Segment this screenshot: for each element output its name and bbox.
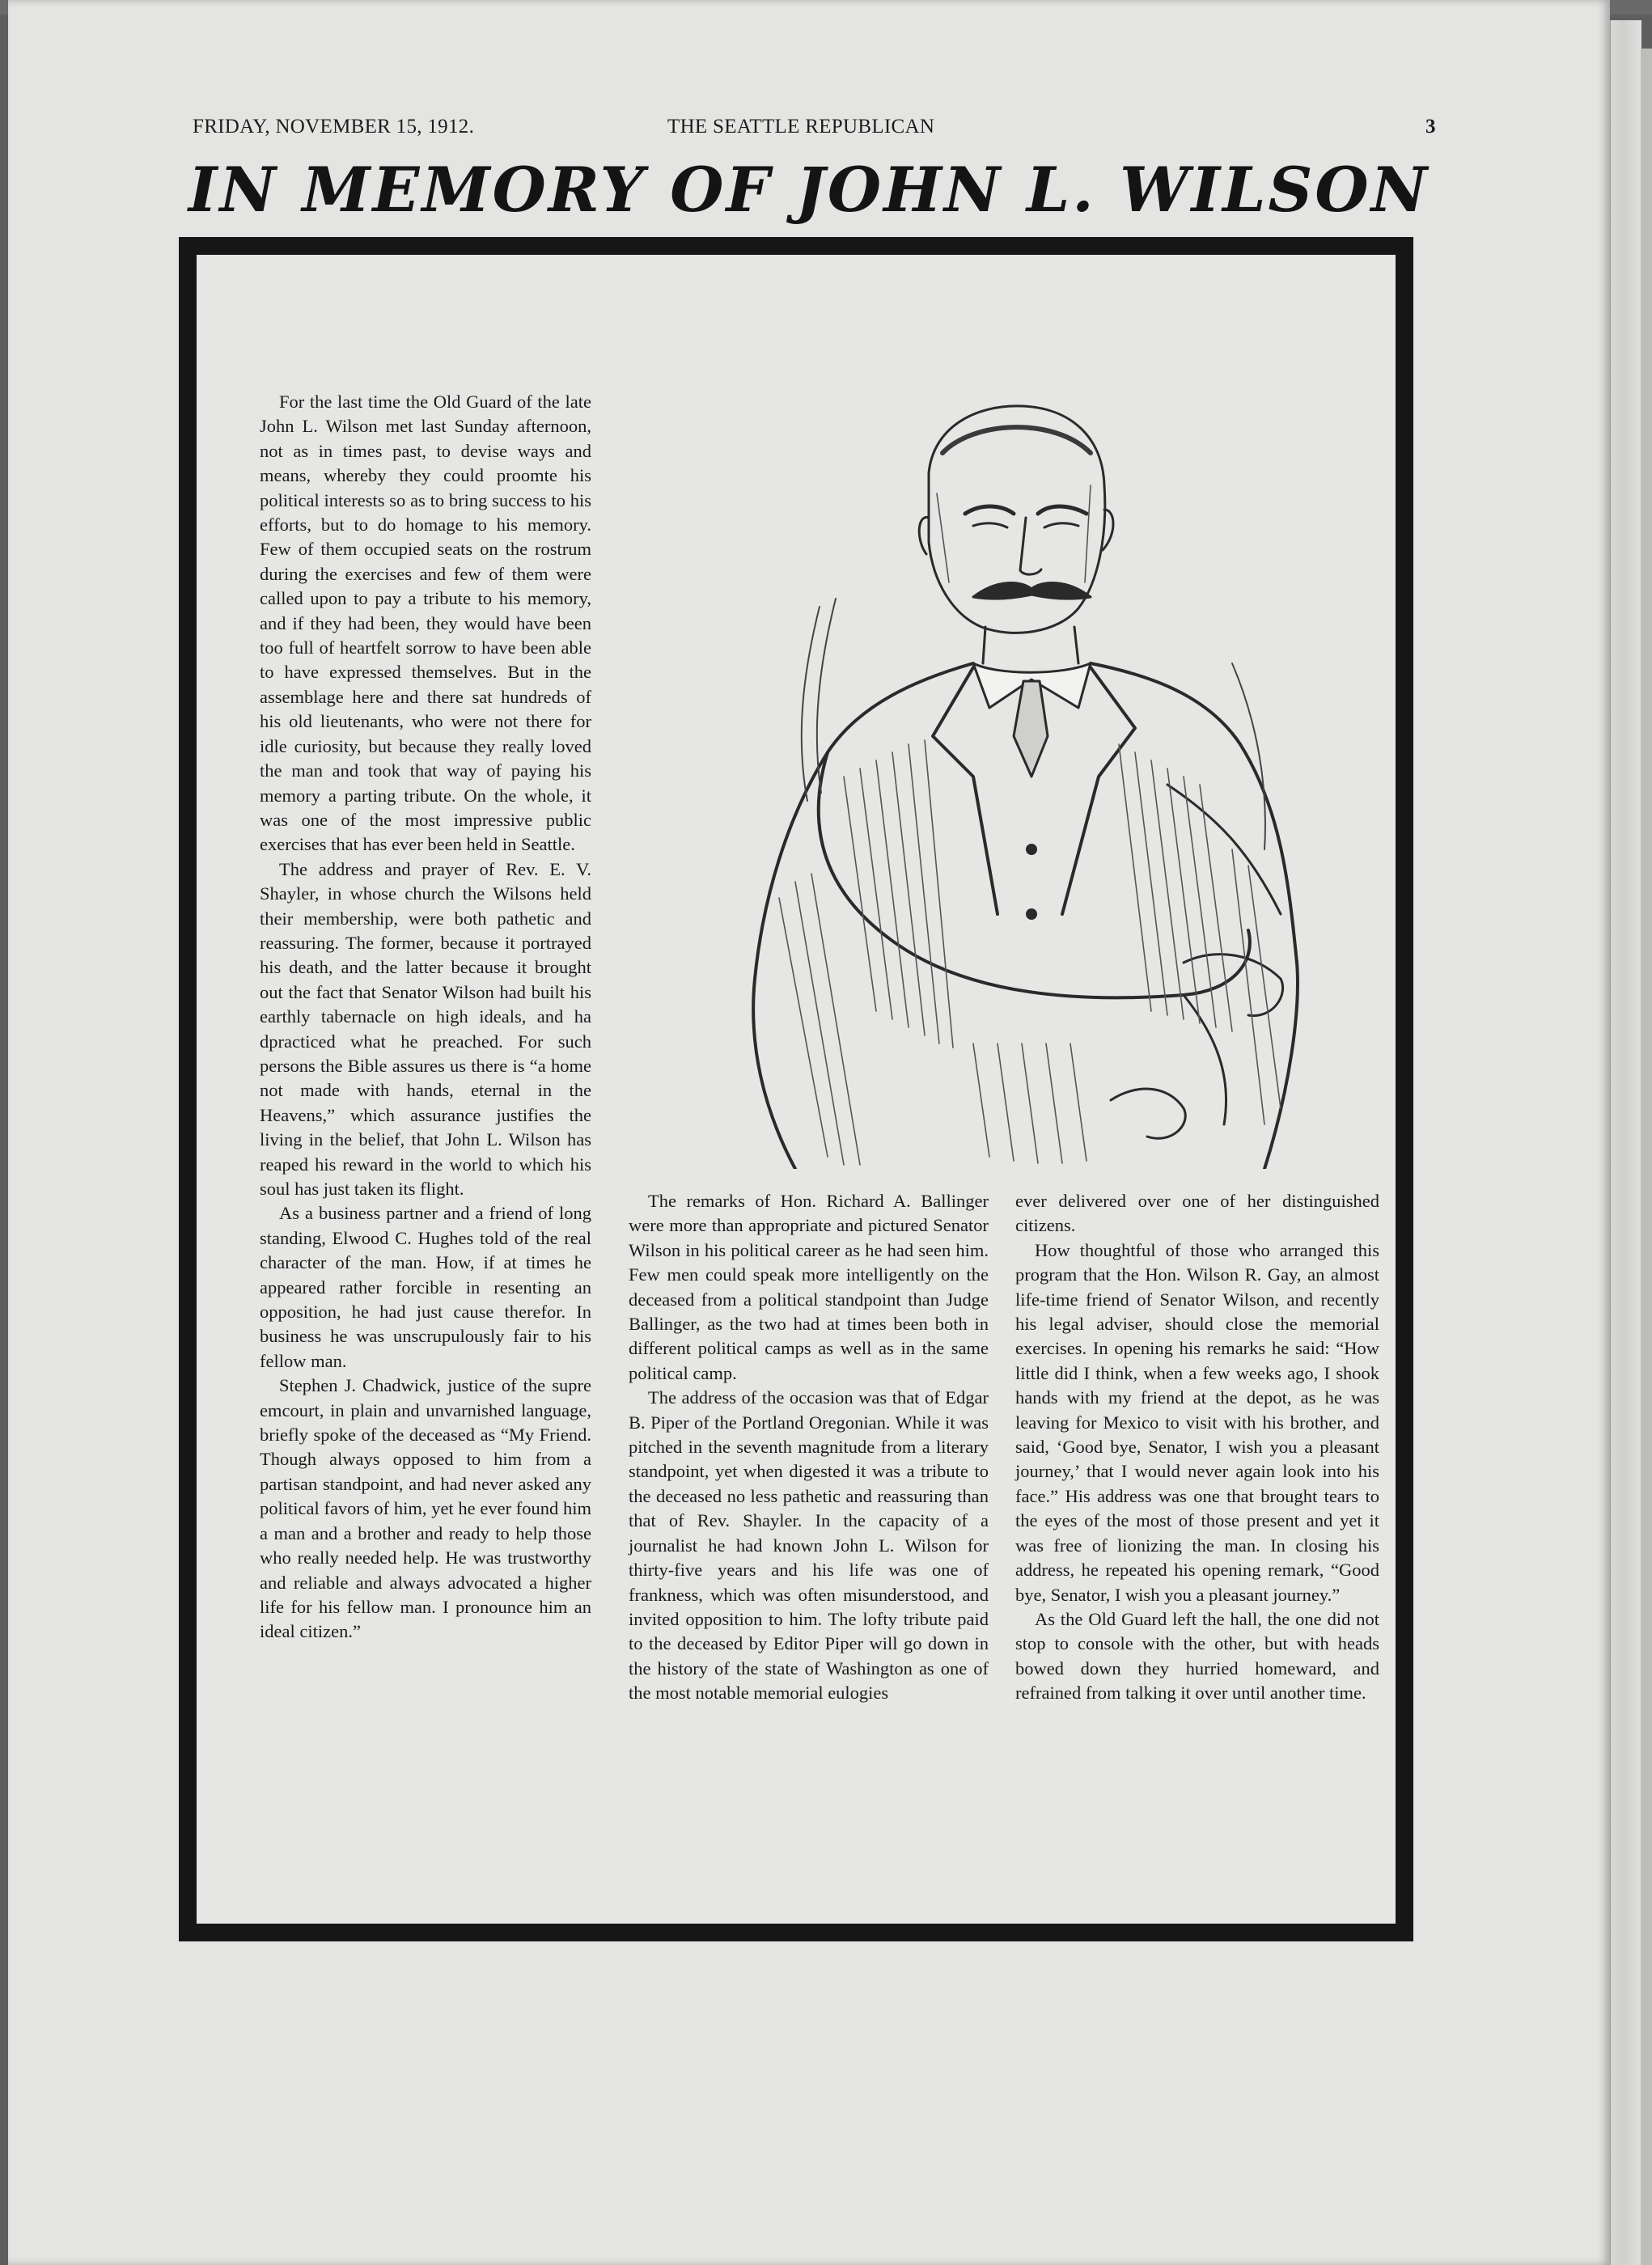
paragraph: ever delivered over one of her distinguished citizens. (1015, 1191, 1379, 1236)
article-column-3 (1015, 1189, 1379, 1706)
article-column-1 (260, 390, 591, 1645)
header-date: FRIDAY, NOVEMBER 15, 1912. (193, 116, 475, 138)
paragraph: As a business partner and a friend of long standing, Elwood C. Hughes told of the real character of the man. How, if at times he appeared rather forcible in resenting an opposition, he had just cause therefor. In business he was unscrupulously fair to his fellow man. (260, 1203, 591, 1371)
paragraph: The remarks of Hon. Richard A. Ballinger were more than appropriate and pictured Senator Wilson in his political career as he had seen him. Few men could speak more intelligently on the deceased from a political standpoint than Judge Ballinger, as the two had at times been both in different political camps as well as in the same political camp. (629, 1191, 989, 1383)
paragraph: The address and prayer of Rev. E. V. Shayler, in whose church the Wilsons held their membership, were both pathetic and reassuring. The former, because it portrayed his death, and the latter because it brought out the fact that Senator Wilson had built his earthly tabernacle on high ideals, and ha dpracticed what he preached. For such persons the Bible assures us there is “a home not made with hands, eternal in the Heavens,” which assurance justifies the living in the belief, that John L. Wilson has reaped his reward in the world to which his soul has just taken its flight. (260, 858, 591, 1199)
paragraph: As the Old Guard left the hall, the one did not stop to console with the other, but with heads bowed down they hurried homeward, and refrained from talking it over until another time. (1015, 1608, 1379, 1704)
header-paper-name: THE SEATTLE REPUBLICAN (667, 116, 935, 138)
paragraph: Stephen J. Chadwick, justice of the supre emcourt, in plain and unvarnished language, briefly spoke of the deceased as “My Friend. Though always opposed to him from a partisan standpoint, and had never asked any political favors of him, yet he ever found him a man and a brother and ready to help those who really needed help. He was trustworthy and reliable and always advocated a higher life for his fellow man. I pronounce him an ideal citizen.” (260, 1375, 591, 1642)
paragraph: The address of the occasion was that of Edgar B. Piper of the Portland Oregonian. While it was pitched in the seventh magnitude from a literary standpoint, yet when digested it was a tribute to the deceased no less pathetic and reassuring than that of Rev. Shayler. In the capacity of a journalist he had known John L. Wilson for thirty-five years and his life was one of frankness, which was often misunderstood, and invited opposition to him. The lofty tribute paid to the deceased by Editor Piper will go down in the history of the state of Washington as one of the most notable memorial eulogies (629, 1387, 989, 1704)
newspaper-page (8, 0, 1610, 2265)
header-page-number: 3 (1425, 116, 1436, 138)
next-page-edge (1610, 20, 1641, 2265)
paragraph: How thoughtful of those who arranged this program that the Hon. Wilson R. Gay, an almost life-time friend of Senator Wilson, and recently his legal adviser, should close the memorial exercises. In opening his remarks he said: “How little did I think, when a few weeks ago, I shook hands with my friend at the depot, as he was leaving for Mexico to visit with his brother, and said, ‘Good bye, Senator, I wish you a pleasant journey,’ that I would never again look into his face.” His address was one that brought tears to the eyes of the most of those present and yet it was free of lionizing the man. In closing his address, he repeated his opening remark, “Good bye, Senator, I wish you a pleasant journey.” (1015, 1239, 1379, 1605)
page-header (8, 116, 1610, 145)
stack-edge (1641, 49, 1652, 2265)
paragraph: For the last time the Old Guard of the late John L. Wilson met last Sunday afternoon, not as in times past, to devise ways and means, whereby they could proomte his political interests so as to bring success to his efforts, but to do homage to his memory. Few of them occupied seats on the rostrum during the exercises and few of them were called upon to pay a tribute to his memory, and if they had been, they would have been too full of heartfelt sorrow to have been able to have expressed themselves. But in the assemblage here and there sat hundreds of his old lieutenants, who were not there for idle curiosity, but because they really loved the man and took that way of paying his memory a parting tribute. On the whole, it was one of the most impressive public exercises that has ever been held in Seattle. (260, 392, 591, 855)
portrait-illustration (731, 396, 1329, 1169)
memorial-headline: IN MEMORY OF JOHN L. WILSON (188, 154, 1430, 226)
article-column-2 (629, 1189, 989, 1706)
memorial-black-border-frame (179, 237, 1413, 1941)
